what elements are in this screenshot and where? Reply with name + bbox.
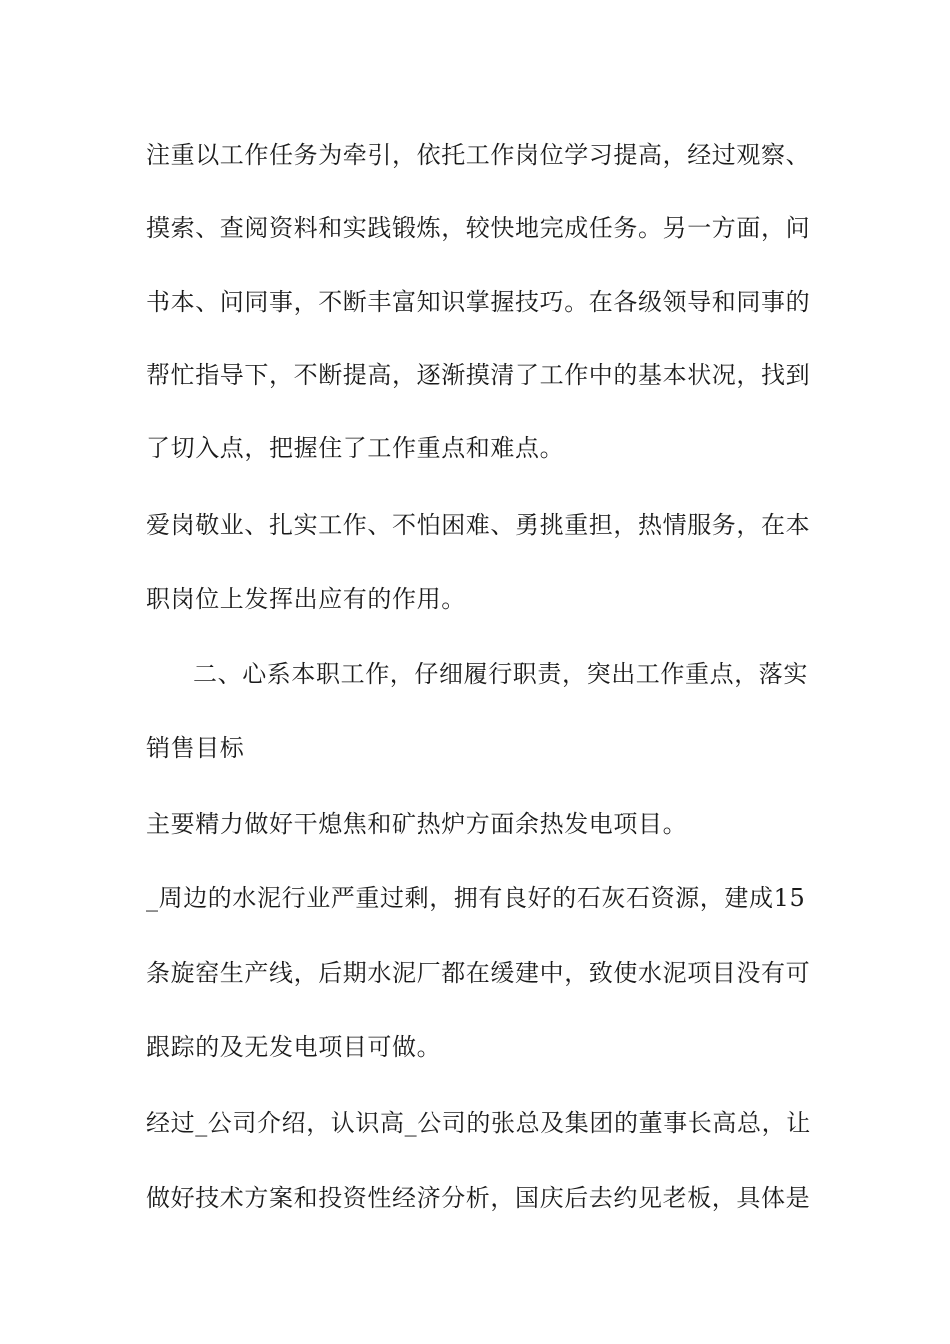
paragraph-line: 摸索、查阅资料和实践锻炼，较快地完成任务。另一方面，问 (146, 214, 811, 242)
section-heading-continued: 销售目标 (146, 734, 245, 762)
paragraph-line: _周边的水泥行业严重过剩，拥有良好的石灰石资源，建成15 (146, 884, 806, 912)
paragraph-line: 主要精力做好干熄焦和矿热炉方面余热发电项目。 (146, 810, 688, 838)
paragraph-line: 条旋窑生产线，后期水泥厂都在缓建中，致使水泥项目没有可 (146, 959, 811, 987)
section-heading: 二、心系本职工作，仔细履行职责，突出工作重点，落实 (193, 660, 808, 688)
paragraph-line: 注重以工作任务为牵引，依托工作岗位学习提高，经过观察、 (146, 141, 811, 169)
paragraph-line: 爱岗敬业、扎实工作、不怕困难、勇挑重担，热情服务，在本 (146, 511, 811, 539)
paragraph-line: 帮忙指导下，不断提高，逐渐摸清了工作中的基本状况，找到 (146, 361, 811, 389)
paragraph-line: 做好技术方案和投资性经济分析，国庆后去约见老板，具体是 (146, 1184, 811, 1212)
paragraph-line: 了切入点，把握住了工作重点和难点。 (146, 434, 565, 462)
paragraph-line: 书本、问同事，不断丰富知识掌握技巧。在各级领导和同事的 (146, 288, 811, 316)
paragraph-line: 跟踪的及无发电项目可做。 (146, 1033, 442, 1061)
paragraph-line: 经过_公司介绍，认识高_公司的张总及集团的董事长高总，让 (146, 1109, 811, 1137)
paragraph-line: 职岗位上发挥出应有的作用。 (146, 585, 466, 613)
